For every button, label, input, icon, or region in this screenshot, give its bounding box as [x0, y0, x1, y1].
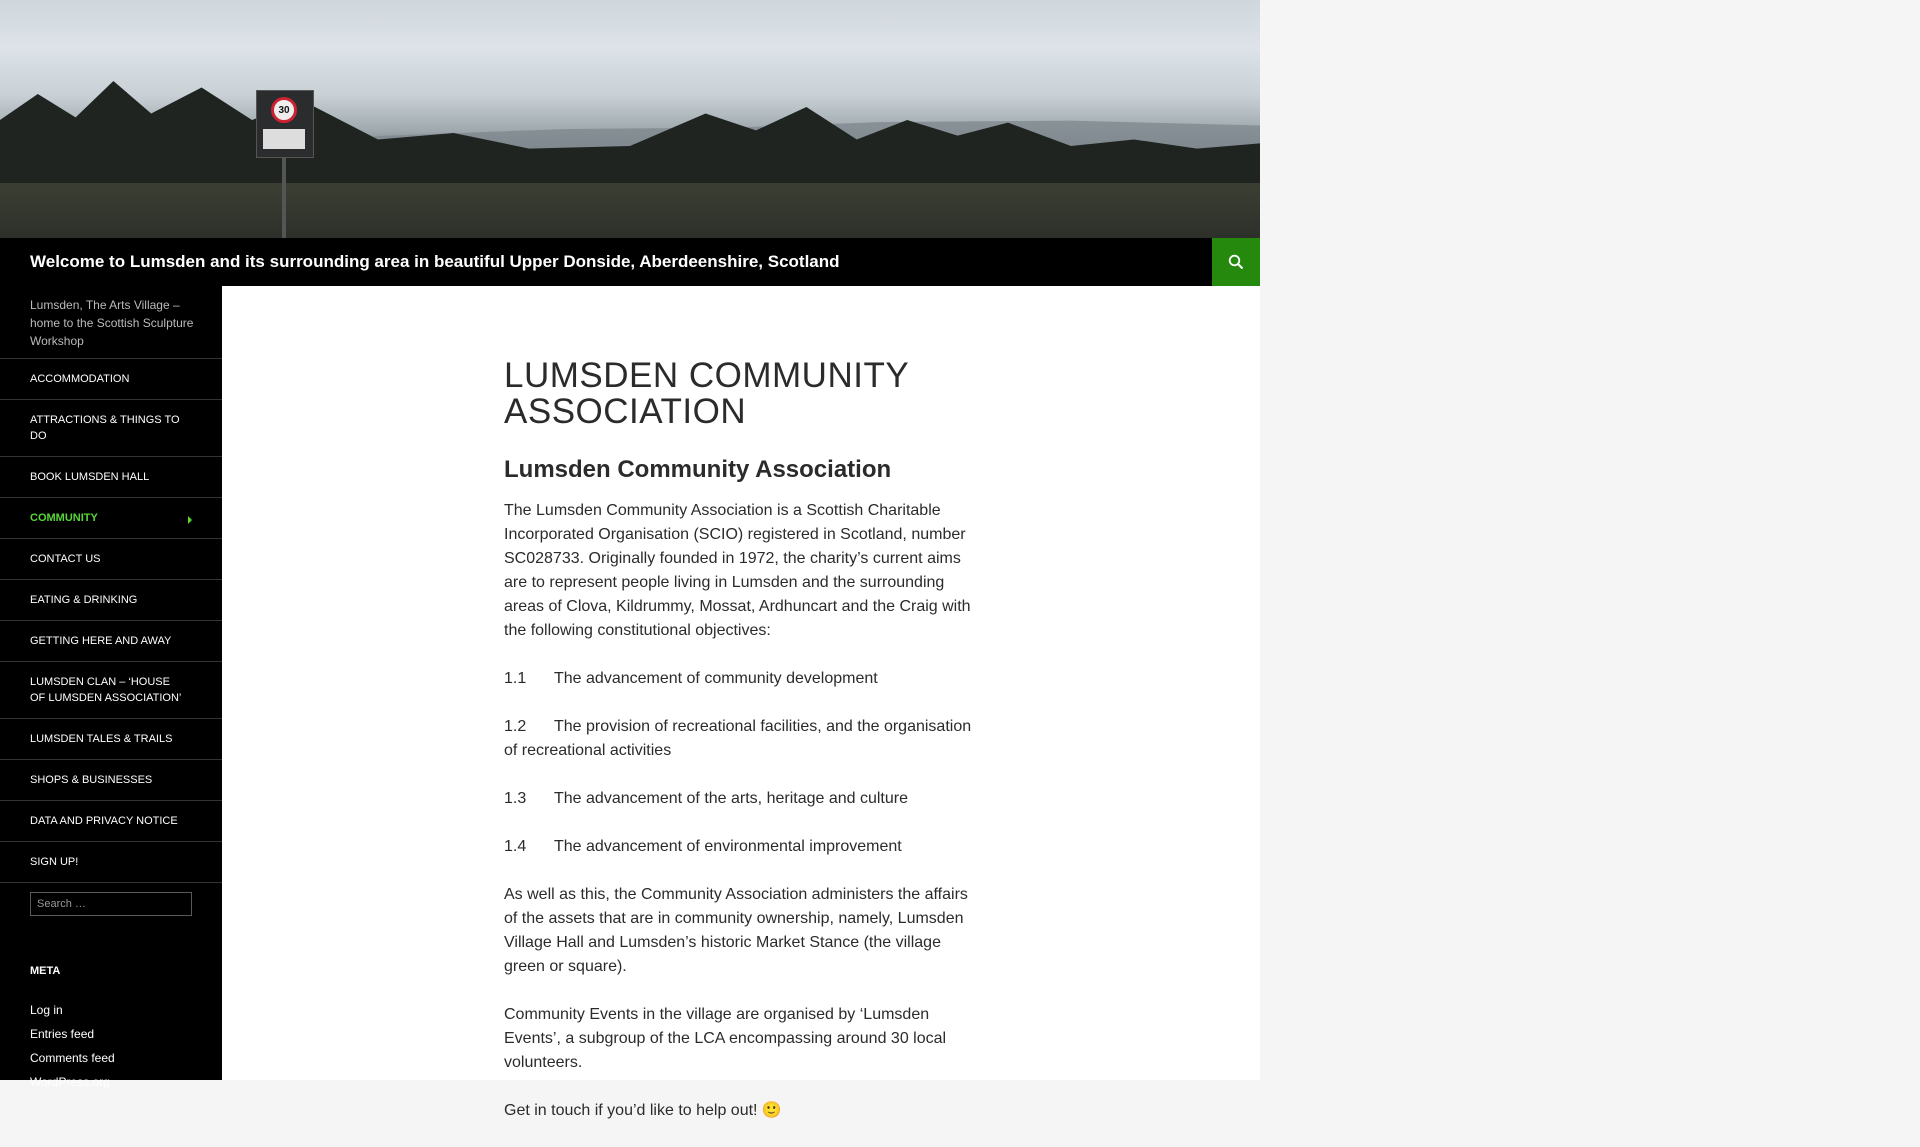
objective-text: The advancement of the arts, heritage and culture — [554, 790, 908, 807]
objective-item — [504, 667, 980, 691]
objective-text: The provision of recreational facilities, and the organisation of recreational activities — [504, 718, 972, 759]
objective-number: 1.2 — [504, 718, 527, 735]
field — [0, 183, 1260, 238]
nav-item-getting-here[interactable]: GETTING HERE AND AWAY — [0, 621, 222, 662]
nav-item-book-hall[interactable]: BOOK LUMSDEN HALL — [0, 457, 222, 498]
sign-post — [282, 156, 286, 238]
header-image[interactable] — [0, 0, 1260, 238]
nav-item-attractions[interactable]: ATTRACTIONS & THINGS TO DO — [0, 400, 222, 457]
nav-item-tales-trails[interactable]: LUMSDEN TALES & TRAILS — [0, 719, 222, 760]
objective-item — [504, 835, 980, 859]
objective-item — [504, 715, 980, 763]
objective-text: The advancement of environmental improvement — [554, 838, 902, 855]
objective-item — [504, 787, 980, 811]
nav-item-shops[interactable]: SHOPS & BUSINESSES — [0, 760, 222, 801]
events-paragraph: Community Events in the village are organised by ‘Lumsden Events’, a subgroup of the LCA encompassing around 30 local volunteers. — [504, 1006, 947, 1071]
objective-number: 1.1 — [504, 670, 527, 687]
primary-navigation — [0, 358, 222, 883]
search-icon — [1228, 254, 1244, 270]
objective-text: The advancement of community development — [554, 670, 878, 687]
meta-links — [30, 998, 115, 1094]
content-heading: Lumsden Community Association — [504, 456, 892, 483]
search-toggle-button[interactable] — [1212, 238, 1260, 286]
nav-item-sign-up[interactable]: SIGN UP! — [0, 842, 222, 883]
search-input[interactable] — [30, 892, 192, 916]
meta-link-wordpress[interactable]: WordPress.org — [30, 1075, 110, 1089]
speed-limit-sign — [256, 90, 314, 158]
site-header — [0, 238, 1260, 286]
speed-limit-circle: 30 — [271, 97, 297, 123]
nav-item-privacy[interactable]: DATA AND PRIVACY NOTICE — [0, 801, 222, 842]
site-title[interactable]: Welcome to Lumsden and its surrounding area in beautiful Upper Donside, Aberdeenshire, Scotland — [30, 252, 840, 271]
nav-item-community[interactable] — [0, 498, 222, 539]
meta-link-comments-feed[interactable]: Comments feed — [30, 1051, 115, 1065]
site-tagline: Lumsden, The Arts Village – home to the Scottish Sculpture Workshop — [30, 298, 194, 348]
main-content — [504, 358, 980, 1147]
nav-item-contact[interactable]: CONTACT US — [0, 539, 222, 580]
submenu-arrow-icon — [188, 516, 192, 524]
nav-item-lumsden-clan[interactable]: LUMSDEN CLAN – ‘HOUSE OF LUMSDEN ASSOCIATION’ — [0, 662, 222, 719]
nav-item-community-label: COMMUNITY — [30, 512, 98, 524]
get-in-touch-paragraph: Get in touch if you’d like to help out! 🙂 — [504, 1102, 782, 1119]
meta-widget-title: META — [30, 965, 61, 977]
village-name-plate — [263, 129, 305, 149]
objective-number: 1.4 — [504, 838, 527, 855]
page-title: LUMSDEN COMMUNITY ASSOCIATION — [504, 356, 909, 431]
meta-link-log-in[interactable]: Log in — [30, 1003, 63, 1017]
assets-paragraph: As well as this, the Community Association administers the affairs of the assets that are in community ownership, namely, Lumsden Village Hall and Lumsden’s historic Market Stance (the village green or square). — [504, 886, 968, 975]
meta-link-entries-feed[interactable]: Entries feed — [30, 1027, 95, 1041]
intro-paragraph: The Lumsden Community Association is a Scottish Charitable Incorporated Organisation (SCIO) registered in Scotland, number SC028733. Originally founded in 1972, the charity’s current aims are to represent people living in Lumsden and the surrounding areas of Clova, Kildrummy, Mossat, Ardhuncart and the Craig with the following constitutional objectives: — [504, 502, 971, 639]
objective-number: 1.3 — [504, 790, 527, 807]
nav-item-eating-drinking[interactable]: EATING & DRINKING — [0, 580, 222, 621]
sidebar — [0, 286, 222, 1089]
nav-item-accommodation[interactable]: ACCOMMODATION — [0, 359, 222, 400]
